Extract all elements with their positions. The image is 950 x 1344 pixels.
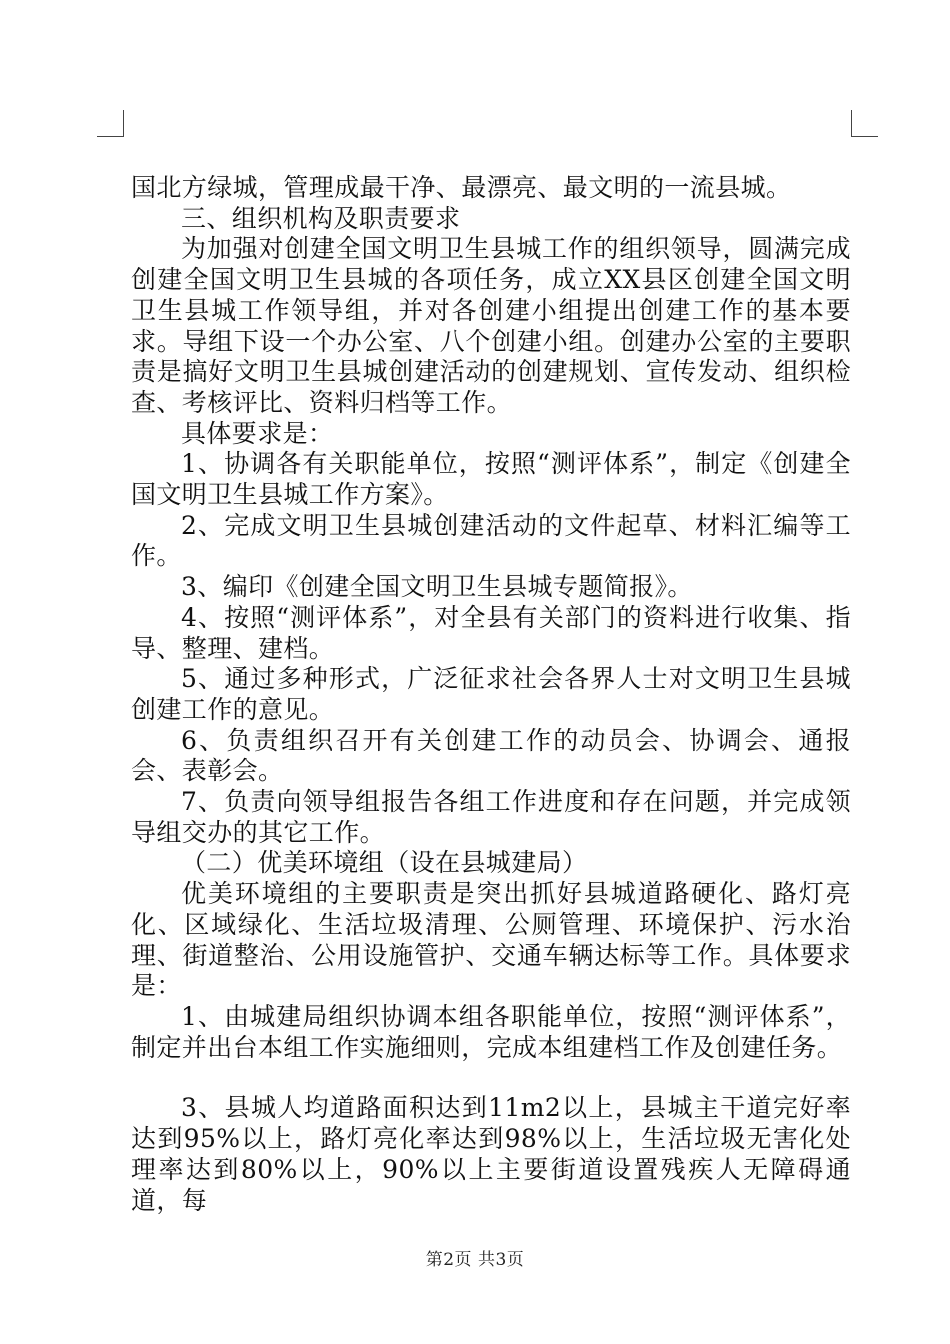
document-body <box>131 173 851 1216</box>
subsection-heading: （二）优美环境组（设在县城建局） <box>181 848 588 878</box>
paragraph: 优美环境组的主要职责是突出抓好县城道路硬化、路灯亮化、区域绿化、生活垃圾清理、公厕管理、环境保护、污水治理、街道整治、公用设施管护、交通车辆达标等工作。具体要求是： <box>131 879 851 1001</box>
paragraph: 国北方绿城，管理成最干净、最漂亮、最文明的一流县城。 <box>131 173 792 202</box>
list-item: 1、由城建局组织协调本组各职能单位，按照“测评体系”，制定并出台本组工作实施细则，完成本组建档工作及创建任务。 <box>131 1001 851 1062</box>
paragraph: 具体要求是： <box>181 418 334 448</box>
crop-mark-top-right <box>851 110 878 137</box>
list-item: 7、负责向领导组报告各组工作进度和存在问题，并完成领导组交办的其它工作。 <box>131 787 851 847</box>
list-item: 1、协调各有关职能单位，按照“测评体系”，制定《创建全国文明卫生县城工作方案》。 <box>131 449 851 510</box>
page-number-footer: 第2页 共3页 <box>425 1250 525 1270</box>
list-item: 3、县城人均道路面积达到11m2以上，县城主干道完好率达到95%以上，路灯亮化率达到98%以上，生活垃圾无害化处理率达到80%以上，90%以上主要街道设置残疾人无障碍通道，每 <box>131 1093 851 1215</box>
list-item: 2、完成文明卫生县城创建活动的文件起草、材料汇编等工作。 <box>131 510 851 571</box>
list-item: 6、负责组织召开有关创建工作的动员会、协调会、通报会、表彰会。 <box>131 725 851 786</box>
list-item: 5、通过多种形式，广泛征求社会各界人士对文明卫生县城创建工作的意见。 <box>131 664 851 724</box>
paragraph: 为加强对创建全国文明卫生县城工作的组织领导，圆满完成创建全国文明卫生县城的各项任务，成立XX县区创建全国文明卫生县城工作领导组，并对各创建小组提出创建工作的基本要求。导组下设一个办公室、八个创建小组。创建办公室的主要职责是搞好文明卫生县城创建活动的创建规划、宣传发动、组织检查、考核评比、资料归档等工作。 <box>131 234 851 417</box>
list-item: 4、按照“测评体系”，对全县有关部门的资料进行收集、指导、整理、建档。 <box>131 602 851 663</box>
list-item: 3、编印《创建全国文明卫生县城专题简报》。 <box>181 572 693 602</box>
section-heading: 三、组织机构及职责要求 <box>181 203 461 233</box>
crop-mark-top-left <box>97 110 124 137</box>
